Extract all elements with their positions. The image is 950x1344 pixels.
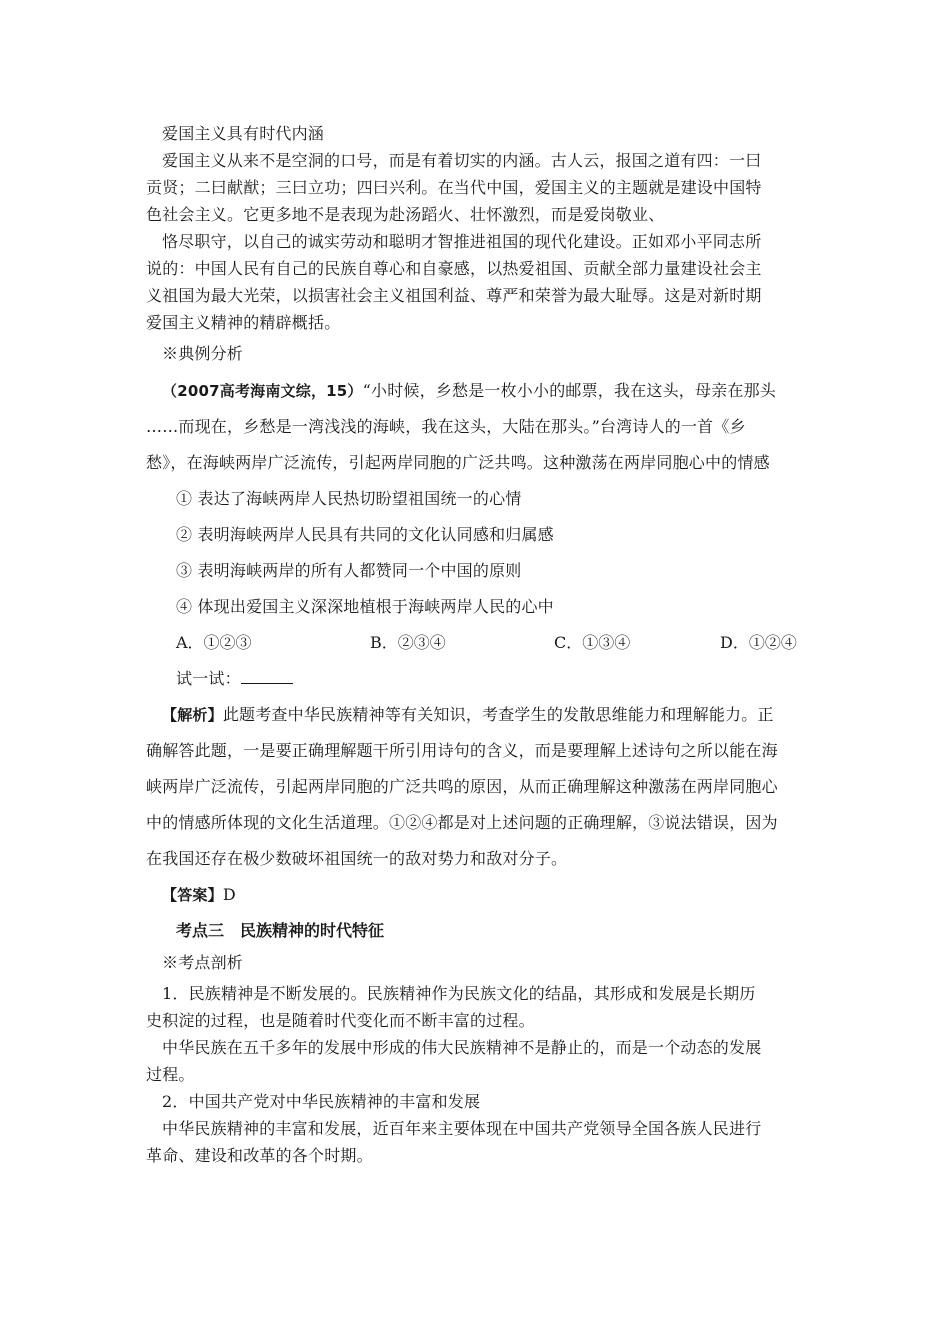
paragraph-line: 说的：中国人民有自己的民族自尊心和自豪感，以热爱祖国、贡献全部力量建设社会主 <box>146 259 762 278</box>
try-label: 试一试： <box>176 669 241 688</box>
option-a: A．①②③ <box>176 633 252 652</box>
analysis-line: 在我国还存在极少数破坏祖国统一的敌对势力和敌对分子。 <box>146 849 568 868</box>
statement-1: ① 表达了海峡两岸人民热切盼望祖国统一的心情 <box>176 489 522 508</box>
answer-value: D <box>222 885 236 904</box>
question-line <box>146 373 810 409</box>
analysis-label: 【解析】 <box>162 706 223 724</box>
paragraph-line: 过程。 <box>146 1065 195 1084</box>
paragraph-line: 中华民族精神的丰富和发展，近百年来主要体现在中国共产党领导全国各族人民进行 <box>162 1119 762 1138</box>
paragraph-line: 爱国主义从来不是空洞的口号，而是有着切实的内涵。古人云，报国之道有四：一曰 <box>162 151 762 170</box>
answer-label: 【答案】 <box>162 886 223 904</box>
analysis-line <box>146 697 810 733</box>
section-title: 爱国主义具有时代内涵 <box>162 124 325 143</box>
option-b: B．②③④ <box>370 633 446 652</box>
question-line: 愁》，在海峡两岸广泛流传，引起两岸同胞的广泛共鸣。这种激荡在两岸同胞心中的情感 <box>146 453 770 472</box>
try-line <box>146 661 810 697</box>
paragraph-line: 史积淀的过程，也是随着时代变化而不断丰富的过程。 <box>146 1011 535 1030</box>
analysis-text: 此题考查中华民族精神等有关知识，考查学生的发散思维能力和理解能力。正 <box>222 705 774 724</box>
statement-2: ② 表明海峡两岸人民具有共同的文化认同感和归属感 <box>176 525 554 544</box>
document-page <box>146 120 810 1169</box>
paragraph-line: 义祖国为最大光荣，以损害社会主义祖国利益、尊严和荣誉为最大耻辱。这是对新时期 <box>146 286 762 305</box>
question-source: （2007高考海南文综，15） <box>162 382 363 400</box>
statement-4: ④ 体现出爱国主义深深地植根于海峡两岸人民的心中 <box>176 597 554 616</box>
question-line: ……而现在，乡愁是一湾浅浅的海峡，我在这头，大陆在那头。”台湾诗人的一首《乡 <box>146 417 746 436</box>
paragraph-line: 1．民族精神是不断发展的。民族精神作为民族文化的结晶，其形成和发展是长期历 <box>162 984 756 1003</box>
point2-title: 2．中国共产党对中华民族精神的丰富和发展 <box>162 1092 481 1111</box>
answer-blank <box>241 667 293 684</box>
analysis-line: 中的情感所体现的文化生活道理。①②④都是对上述问题的正确理解，③说法错误，因为 <box>146 813 778 832</box>
paragraph-line: 爱国主义精神的精辟概括。 <box>146 313 341 332</box>
answer-options <box>146 625 810 661</box>
answer-line <box>146 877 810 913</box>
option-d: D．①②④ <box>720 633 797 652</box>
option-c: C．①③④ <box>554 633 631 652</box>
section3-sublabel: ※考点剖析 <box>162 953 244 972</box>
paragraph-line: 中华民族在五千多年的发展中形成的伟大民族精神不是静止的，而是一个动态的发展 <box>162 1038 762 1057</box>
example-label: ※典例分析 <box>162 344 244 363</box>
paragraph-line: 贡贤；二曰献猷；三曰立功；四曰兴利。在当代中国，爱国主义的主题就是建设中国特 <box>146 178 762 197</box>
paragraph-line: 色社会主义。它更多地不是表现为赴汤蹈火、壮怀激烈，而是爱岗敬业、 <box>146 205 665 224</box>
paragraph-line: 恪尽职守，以自己的诚实劳动和聪明才智推进祖国的现代化建设。正如邓小平同志所 <box>162 232 762 251</box>
analysis-line: 峡两岸广泛流传，引起两岸同胞的广泛共鸣的原因，从而正确理解这种激荡在两岸同胞心 <box>146 777 778 796</box>
statement-3: ③ 表明海峡两岸的所有人都赞同一个中国的原则 <box>176 561 522 580</box>
question-text: “小时候，乡愁是一枚小小的邮票，我在这头，母亲在那头 <box>362 381 777 400</box>
section3-heading: 考点三 民族精神的时代特征 <box>176 921 385 940</box>
analysis-line: 确解答此题，一是要正确理解题干所引用诗句的含义，而是要理解上述诗句之所以能在海 <box>146 741 778 760</box>
paragraph-line: 革命、建设和改革的各个时期。 <box>146 1146 373 1165</box>
